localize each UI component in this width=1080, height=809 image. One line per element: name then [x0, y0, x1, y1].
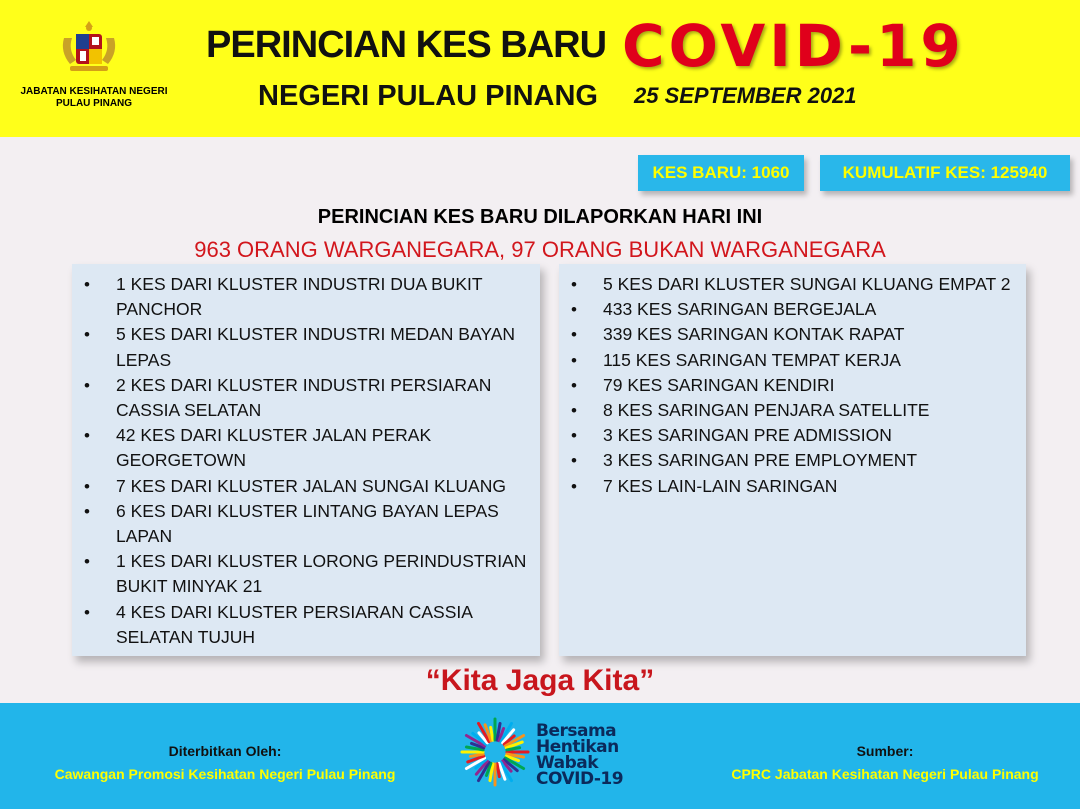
screening-list [559, 264, 1026, 499]
campaign-line-4: COVID-19 [536, 769, 624, 789]
page-subtitle: NEGERI PULAU PINANG [258, 80, 598, 112]
screening-list-item: • 3 KES SARINGAN PRE ADMISSION [559, 423, 1026, 448]
cumulative-cases-badge: KUMULATIF KES: 125940 [820, 155, 1070, 191]
screening-list-item: • 3 KES SARINGAN PRE EMPLOYMENT [559, 448, 1026, 473]
department-line-2: PULAU PINANG [55, 98, 133, 109]
cluster-list-item: • 6 KES DARI KLUSTER LINTANG BAYAN LEPAS LAPAN [72, 499, 540, 549]
cluster-list-item: • 1 KES DARI KLUSTER LORONG PERINDUSTRIAN BUKIT MINYAK 21 [72, 549, 540, 599]
cluster-list-item: • 1 KES DARI KLUSTER INDUSTRI DUA BUKIT PANCHOR [72, 272, 540, 322]
department-name [14, 86, 174, 110]
cluster-list [72, 264, 540, 650]
cluster-list-panel [72, 264, 540, 656]
screening-list-item: • 115 KES SARINGAN TEMPAT KERJA [559, 348, 1026, 373]
covid-title: COVID-19 [622, 12, 965, 80]
cluster-list-item: • 7 KES DARI KLUSTER JALAN SUNGAI KLUANG [72, 474, 540, 499]
screening-list-item: • 5 KES DARI KLUSTER SUNGAI KLUANG EMPAT 2 [559, 272, 1026, 297]
cluster-list-item: • 5 KES DARI KLUSTER INDUSTRI MEDAN BAYAN LEPAS [72, 322, 540, 372]
cluster-list-item: • 4 KES DARI KLUSTER PERSIARAN CASSIA SELATAN TUJUH [72, 600, 540, 650]
screening-list-item: • 339 KES SARINGAN KONTAK RAPAT [559, 322, 1026, 347]
header-banner [0, 0, 1080, 137]
citizenship-breakdown: 963 ORANG WARGANEGARA, 97 ORANG BUKAN WARGANEGARA [194, 237, 886, 262]
footer [0, 703, 1080, 809]
slogan: “Kita Jaga Kita” [425, 664, 655, 697]
campaign-logo-text [536, 723, 646, 787]
publisher: Cawangan Promosi Kesihatan Negeri Pulau Pinang [54, 766, 396, 782]
report-date: 25 SEPTEMBER 2021 [634, 83, 857, 108]
page-title: PERINCIAN KES BARU [206, 24, 607, 66]
source: CPRC Jabatan Kesihatan Negeri Pulau Pinang [731, 766, 1039, 782]
screening-list-item: • 79 KES SARINGAN KENDIRI [559, 373, 1026, 398]
cluster-list-item: • 2 KES DARI KLUSTER INDUSTRI PERSIARAN CASSIA SELATAN [72, 373, 540, 423]
starburst-logo-icon [458, 715, 532, 789]
campaign-line-3: Wabak [536, 753, 599, 773]
coat-of-arms-icon [58, 18, 120, 80]
new-cases-badge: KES BARU: 1060 [638, 155, 804, 191]
cluster-list-item: • 42 KES DARI KLUSTER JALAN PERAK GEORGETOWN [72, 423, 540, 473]
screening-list-panel [559, 264, 1026, 656]
campaign-line-1: Bersama [536, 721, 617, 741]
screening-list-item: • 7 KES LAIN-LAIN SARINGAN [559, 474, 1026, 499]
source-label: Sumber: [856, 743, 914, 759]
screening-list-item: • 433 KES SARINGAN BERGEJALA [559, 297, 1026, 322]
campaign-line-2: Hentikan [536, 737, 619, 757]
screening-list-item: • 8 KES SARINGAN PENJARA SATELLITE [559, 398, 1026, 423]
section-title: PERINCIAN KES BARU DILAPORKAN HARI INI [317, 206, 763, 228]
department-line-1: JABATAN KESIHATAN NEGERI [20, 86, 168, 97]
published-label: Diterbitkan Oleh: [168, 743, 282, 759]
